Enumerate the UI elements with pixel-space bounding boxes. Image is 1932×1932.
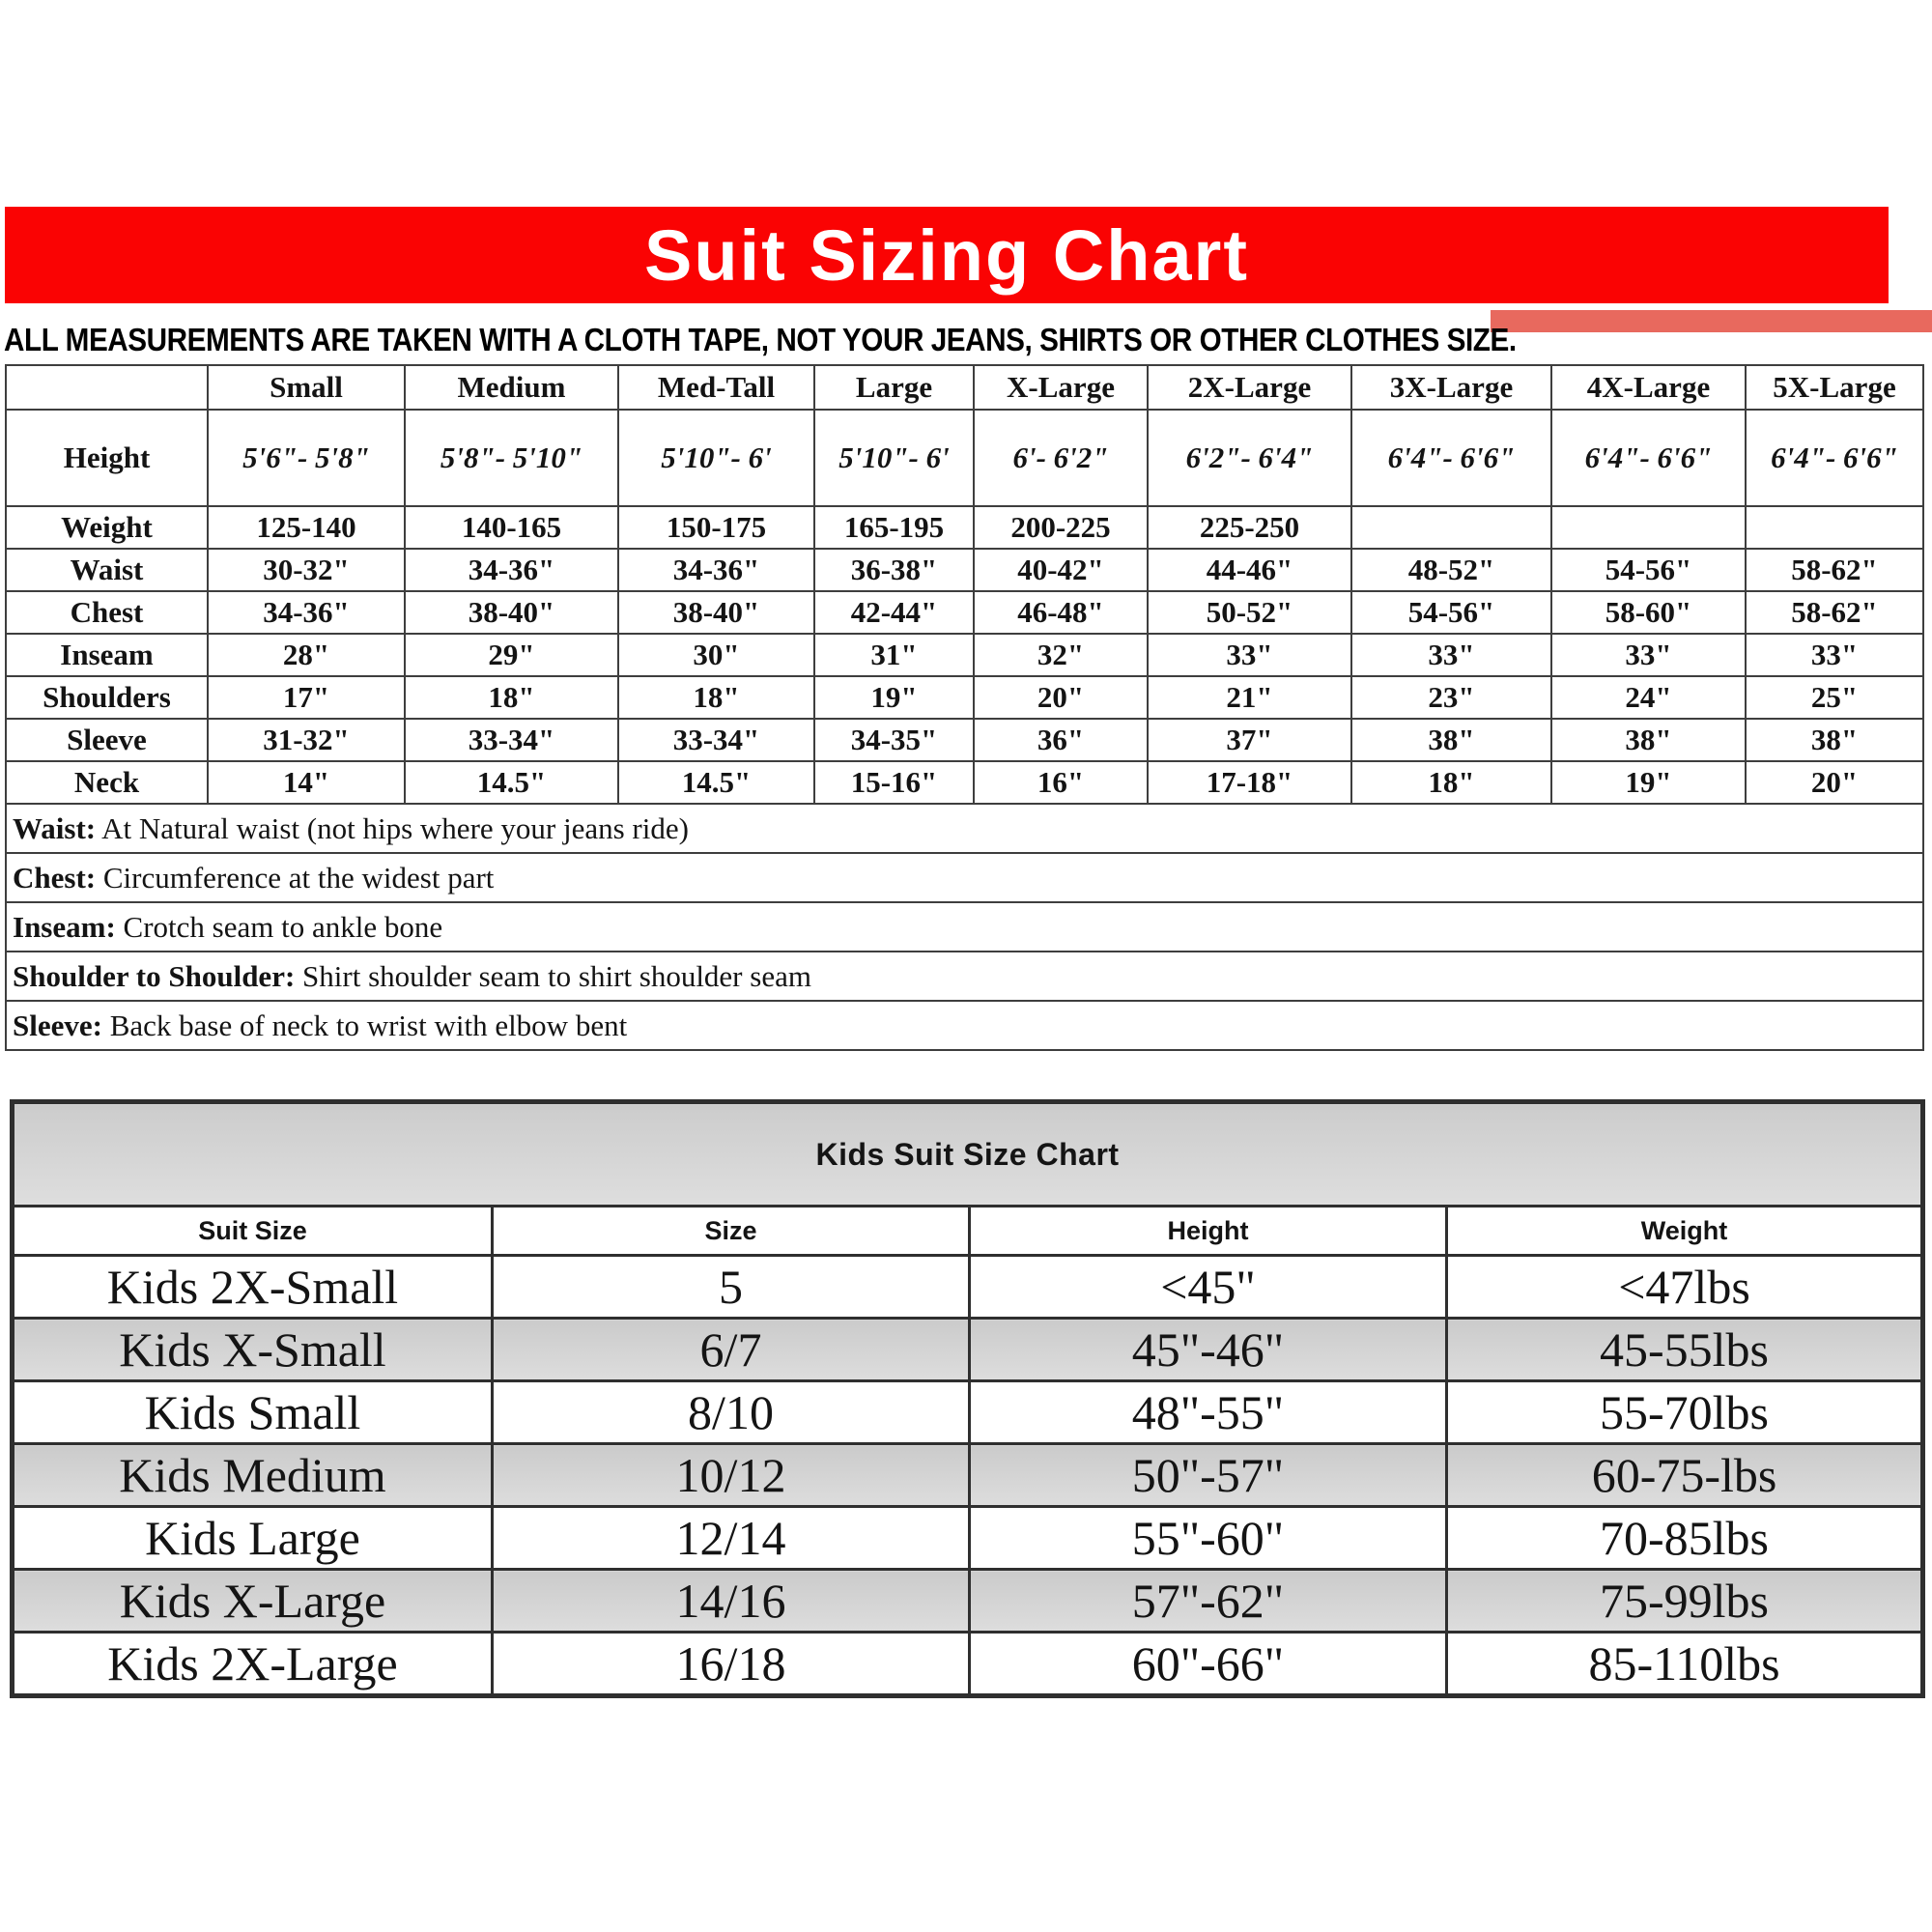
table-cell: 17-18" [1148, 761, 1351, 804]
footnote-term: Sleeve: [13, 1008, 102, 1042]
table-cell: Kids Small [13, 1381, 493, 1444]
kids-row-small [13, 1381, 1923, 1444]
kids-row-x-small [13, 1319, 1923, 1381]
footnote-row-shoulder [6, 952, 1923, 1001]
table-cell: 21" [1148, 676, 1351, 719]
row-label: Chest [6, 591, 208, 634]
table-cell: 20" [974, 676, 1148, 719]
table-cell: 32" [974, 634, 1148, 676]
table-cell: 48-52" [1351, 549, 1551, 591]
table-cell: 45-55lbs [1447, 1319, 1923, 1381]
kids-column-header-size: Size [493, 1207, 970, 1256]
row-label: Shoulders [6, 676, 208, 719]
footnote [6, 1001, 1923, 1050]
footnote-text: At Natural waist (not hips where your jeans ride) [96, 810, 689, 845]
table-cell: 14.5" [405, 761, 618, 804]
table-cell: 60-75-lbs [1447, 1444, 1923, 1507]
column-header-x-large: X-Large [974, 365, 1148, 410]
table-cell: 20" [1746, 761, 1923, 804]
table-cell: 40-42" [974, 549, 1148, 591]
table-cell: 5'10"- 6' [618, 410, 814, 506]
size-header-row [6, 365, 1923, 410]
table-cell: 50"-57" [970, 1444, 1447, 1507]
table-cell: <47lbs [1447, 1256, 1923, 1319]
footnote [6, 804, 1923, 853]
table-cell: Kids Medium [13, 1444, 493, 1507]
page-title: Suit Sizing Chart [644, 214, 1249, 296]
table-cell: 45"-46" [970, 1319, 1447, 1381]
table-cell: 58-62" [1746, 591, 1923, 634]
table-cell: 85-110lbs [1447, 1633, 1923, 1696]
table-cell: 37" [1148, 719, 1351, 761]
footnote [6, 902, 1923, 952]
table-cell: 125-140 [208, 506, 405, 549]
table-cell: 19" [1551, 761, 1746, 804]
table-cell: 54-56" [1351, 591, 1551, 634]
table-cell: 30-32" [208, 549, 405, 591]
kids-row-medium [13, 1444, 1923, 1507]
table-cell: 30" [618, 634, 814, 676]
table-row-shoulders [6, 676, 1923, 719]
column-header-medium: Medium [405, 365, 618, 410]
table-cell: 55"-60" [970, 1507, 1447, 1570]
row-label: Weight [6, 506, 208, 549]
column-header-small: Small [208, 365, 405, 410]
kids-header-row [13, 1207, 1923, 1256]
table-cell: 6'4"- 6'6" [1551, 410, 1746, 506]
table-cell: 38" [1746, 719, 1923, 761]
table-cell: 5'10"- 6' [814, 410, 974, 506]
table-cell: 15-16" [814, 761, 974, 804]
table-cell: 19" [814, 676, 974, 719]
table-cell: 44-46" [1148, 549, 1351, 591]
kids-row-x-large [13, 1570, 1923, 1633]
table-cell: 33-34" [405, 719, 618, 761]
kids-row-2x-small [13, 1256, 1923, 1319]
table-cell: 23" [1351, 676, 1551, 719]
table-cell: 75-99lbs [1447, 1570, 1923, 1633]
footnote-row-sleeve [6, 1001, 1923, 1050]
table-cell: 28" [208, 634, 405, 676]
table-cell: 46-48" [974, 591, 1148, 634]
table-cell: 5'8"- 5'10" [405, 410, 618, 506]
table-cell: 6'4"- 6'6" [1746, 410, 1923, 506]
footnote [6, 952, 1923, 1001]
table-row-inseam [6, 634, 1923, 676]
table-cell: 55-70lbs [1447, 1381, 1923, 1444]
table-cell: 6'4"- 6'6" [1351, 410, 1551, 506]
table-row-chest [6, 591, 1923, 634]
table-cell: 38-40" [618, 591, 814, 634]
table-cell: Kids 2X-Large [13, 1633, 493, 1696]
kids-size-table [10, 1099, 1925, 1698]
table-cell: 36" [974, 719, 1148, 761]
table-cell: 57"-62" [970, 1570, 1447, 1633]
table-cell: 150-175 [618, 506, 814, 549]
footnote-term: Inseam: [13, 909, 116, 944]
table-cell: Kids X-Large [13, 1570, 493, 1633]
footnote-text: Circumference at the widest part [96, 860, 495, 895]
table-cell: 33" [1551, 634, 1746, 676]
table-row-height [6, 410, 1923, 506]
table-cell: 18" [405, 676, 618, 719]
table-cell: 33" [1746, 634, 1923, 676]
table-cell: 6'- 6'2" [974, 410, 1148, 506]
table-cell: Kids 2X-Small [13, 1256, 493, 1319]
table-cell: 17" [208, 676, 405, 719]
table-cell: 29" [405, 634, 618, 676]
table-cell: 14/16 [493, 1570, 970, 1633]
column-header-4x-large: 4X-Large [1551, 365, 1746, 410]
table-cell: Kids Large [13, 1507, 493, 1570]
table-cell [1746, 506, 1923, 549]
footnote-term: Shoulder to Shoulder: [13, 958, 296, 993]
table-cell: 34-36" [208, 591, 405, 634]
table-cell: 5 [493, 1256, 970, 1319]
table-cell: 6/7 [493, 1319, 970, 1381]
table-cell: 38" [1351, 719, 1551, 761]
column-header-5x-large: 5X-Large [1746, 365, 1923, 410]
footnote-term: Waist: [13, 810, 97, 845]
measurement-note-text: ALL MEASUREMENTS ARE TAKEN WITH A CLOTH TAPE, NOT YOUR JEANS, SHIRTS OR OTHER CLOTHES SIZE. [4, 322, 1517, 357]
table-cell: 24" [1551, 676, 1746, 719]
table-cell: 50-52" [1148, 591, 1351, 634]
table-cell: 18" [1351, 761, 1551, 804]
kids-table-title [13, 1102, 1923, 1207]
table-cell: 12/14 [493, 1507, 970, 1570]
table-cell: 38" [1551, 719, 1746, 761]
kids-column-header-height: Height [970, 1207, 1447, 1256]
table-cell: <45" [970, 1256, 1447, 1319]
column-header-large: Large [814, 365, 974, 410]
table-cell: 58-60" [1551, 591, 1746, 634]
kids-column-header-weight: Weight [1447, 1207, 1923, 1256]
table-cell: 60"-66" [970, 1633, 1447, 1696]
footnote-text: Back base of neck to wrist with elbow bent [101, 1008, 628, 1042]
table-cell: 36-38" [814, 549, 974, 591]
row-label: Inseam [6, 634, 208, 676]
column-header-med-tall: Med-Tall [618, 365, 814, 410]
banner [5, 207, 1889, 303]
table-cell: 16" [974, 761, 1148, 804]
table-cell: 33" [1148, 634, 1351, 676]
kids-row-2x-large [13, 1633, 1923, 1696]
table-cell: 33-34" [618, 719, 814, 761]
table-cell: 33" [1351, 634, 1551, 676]
table-cell: 16/18 [493, 1633, 970, 1696]
row-label: Waist [6, 549, 208, 591]
table-cell: 165-195 [814, 506, 974, 549]
table-row-sleeve [6, 719, 1923, 761]
table-cell: 48"-55" [970, 1381, 1447, 1444]
footnote-text: Shirt shoulder seam to shirt shoulder seam [295, 958, 811, 993]
footnote-row-inseam [6, 902, 1923, 952]
footnote-row-chest [6, 853, 1923, 902]
adult-size-table [5, 364, 1924, 1051]
footnote-term: Chest: [13, 860, 97, 895]
footnote [6, 853, 1923, 902]
table-cell: 34-35" [814, 719, 974, 761]
table-cell: 225-250 [1148, 506, 1351, 549]
kids-column-header-suit-size: Suit Size [13, 1207, 493, 1256]
table-cell: 8/10 [493, 1381, 970, 1444]
footnote-row-waist [6, 804, 1923, 853]
column-header-3x-large: 3X-Large [1351, 365, 1551, 410]
table-cell: 200-225 [974, 506, 1148, 549]
table-cell: 42-44" [814, 591, 974, 634]
measurement-note [4, 324, 1517, 356]
table-cell: 140-165 [405, 506, 618, 549]
table-cell: Kids X-Small [13, 1319, 493, 1381]
row-label: Sleeve [6, 719, 208, 761]
table-cell: 54-56" [1551, 549, 1746, 591]
table-row-weight [6, 506, 1923, 549]
table-cell: 10/12 [493, 1444, 970, 1507]
footnote-text: Crotch seam to ankle bone [115, 909, 443, 944]
table-cell: 18" [618, 676, 814, 719]
column-header-2x-large: 2X-Large [1148, 365, 1351, 410]
table-cell: 6'2"- 6'4" [1148, 410, 1351, 506]
row-label: Height [6, 410, 208, 506]
kids-table-title-text: Kids Suit Size Chart [815, 1136, 1120, 1172]
table-cell [1551, 506, 1746, 549]
kids-table-title-row [13, 1102, 1923, 1207]
table-cell: 5'6"- 5'8" [208, 410, 405, 506]
table-row-neck [6, 761, 1923, 804]
table-cell: 14" [208, 761, 405, 804]
table-cell [1351, 506, 1551, 549]
table-cell: 25" [1746, 676, 1923, 719]
table-cell: 31" [814, 634, 974, 676]
column-header-blank [6, 365, 208, 410]
table-cell: 34-36" [405, 549, 618, 591]
table-cell: 34-36" [618, 549, 814, 591]
table-cell: 70-85lbs [1447, 1507, 1923, 1570]
kids-row-large [13, 1507, 1923, 1570]
banner-accent-strip [1491, 310, 1932, 332]
table-cell: 58-62" [1746, 549, 1923, 591]
table-cell: 31-32" [208, 719, 405, 761]
table-cell: 38-40" [405, 591, 618, 634]
table-row-waist [6, 549, 1923, 591]
row-label: Neck [6, 761, 208, 804]
table-cell: 14.5" [618, 761, 814, 804]
